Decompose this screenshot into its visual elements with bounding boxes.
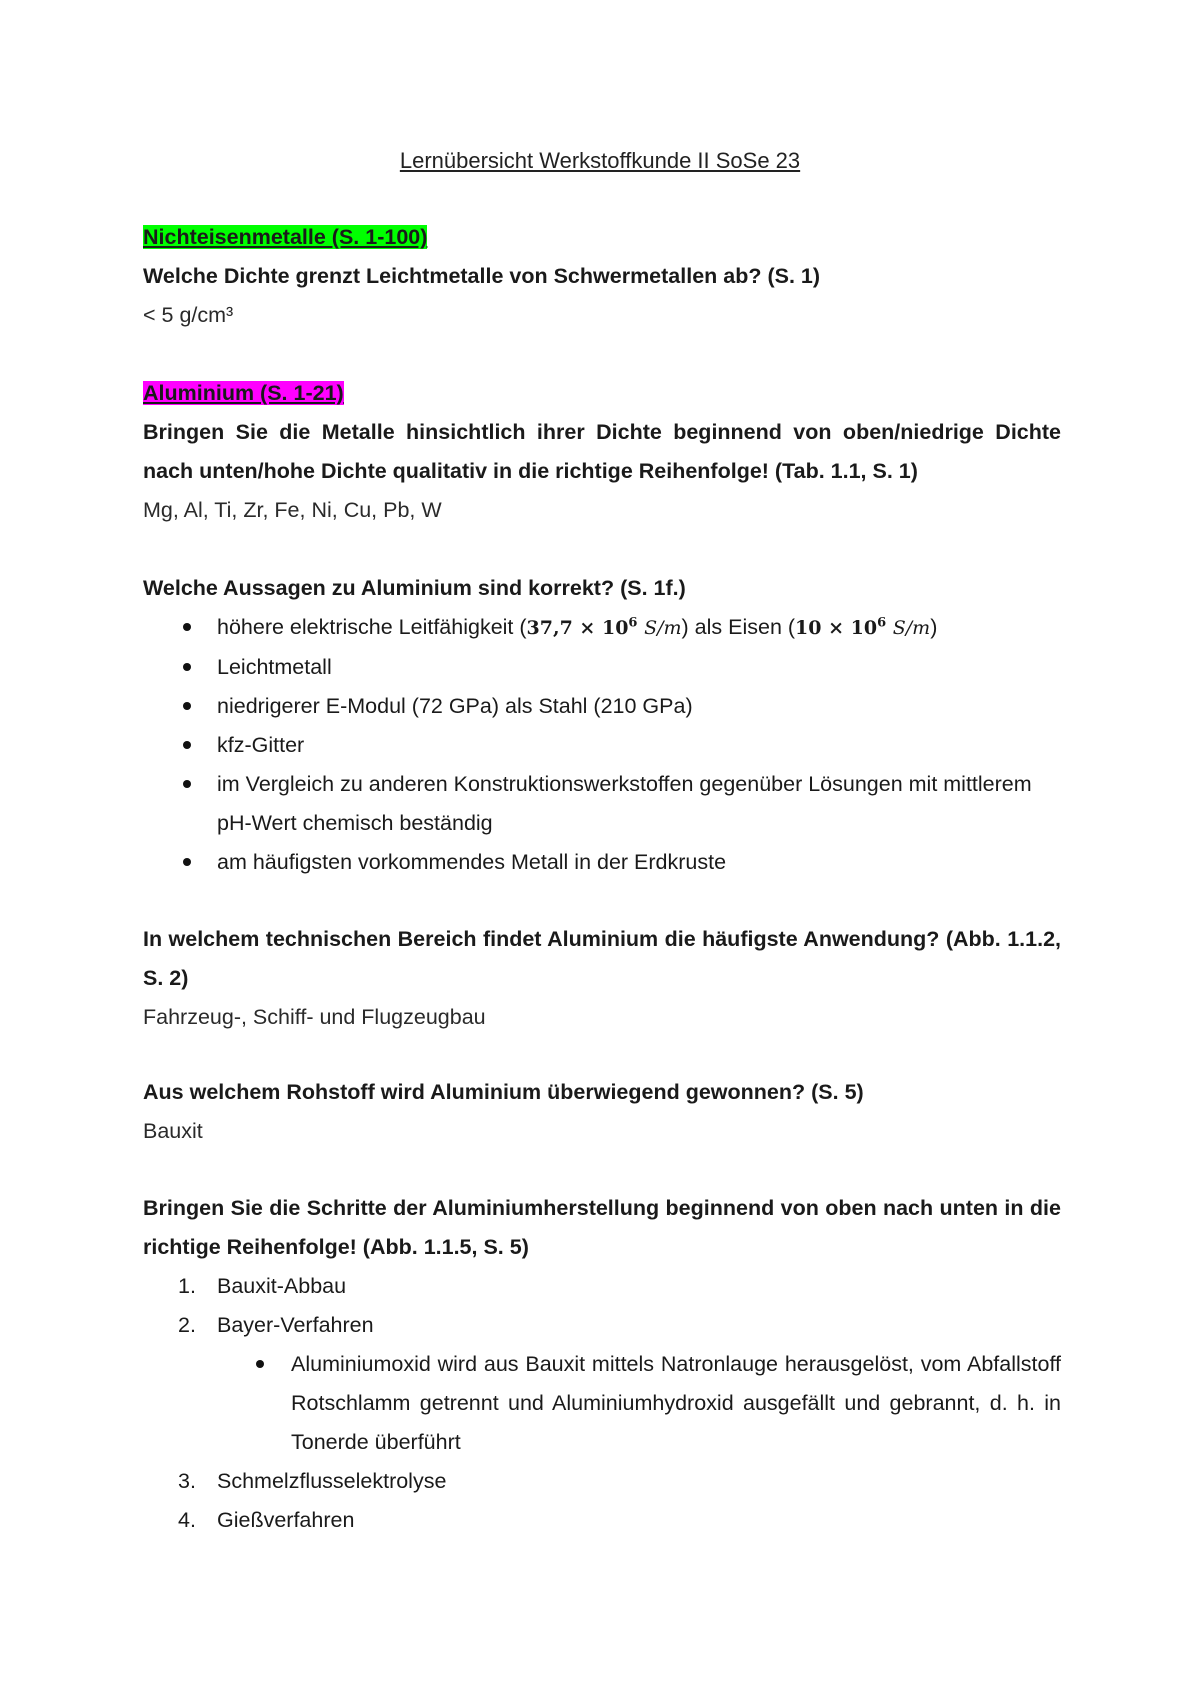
math-conductivity-aluminium: $37,7 \times 10^6$ S/m — [526, 615, 682, 639]
question-block-production-steps — [143, 1189, 1061, 1540]
question-block-application — [143, 920, 1061, 1037]
bullet-icon — [256, 1360, 264, 1368]
answer-application: Fahrzeug-, Schiff- und Flugzeugbau — [143, 1005, 486, 1029]
answer-density-limit: < 5 g/cm³ — [143, 303, 234, 327]
answer-density-order: Mg, Al, Ti, Zr, Fe, Ni, Cu, Pb, W — [143, 498, 442, 522]
question-production-steps: Bringen Sie die Schritte der Aluminiumherstellung beginnend von oben nach unten in die richtige Reihenfolge! (Abb. 1.1.5, S. 5) — [143, 1196, 1061, 1259]
question-raw-material: Aus welchem Rohstoff wird Aluminium überwiegend gewonnen? (S. 5) — [143, 1080, 864, 1104]
bullet-icon — [183, 623, 191, 631]
question-block-aluminium-statements — [143, 569, 1061, 882]
bullet-icon — [183, 663, 191, 671]
question-application: In welchem technischen Bereich findet Aluminium die häufigste Anwendung? (Abb. 1.1.2, S. 2) — [143, 927, 1061, 990]
bayer-process-details — [143, 1345, 1061, 1462]
list-item: 1. Bauxit-Abbau — [178, 1274, 347, 1298]
list-item: 4. Gießverfahren — [178, 1508, 355, 1532]
question-density-order: Bringen Sie die Metalle hinsichtlich ihrer Dichte beginnend von oben/niedrige Dichte nach unten/hohe Dichte qualitativ in die richtige Reihenfolge! (Tab. 1.1, S. 1) — [143, 420, 1061, 483]
list-item: am häufigsten vorkommendes Metall in der Erdkruste — [143, 843, 1061, 882]
answer-raw-material: Bauxit — [143, 1119, 203, 1143]
section-nichteisenmetalle — [143, 218, 1061, 335]
list-item: kfz-Gitter — [143, 726, 1061, 765]
list-item: Leichtmetall — [143, 648, 1061, 687]
question-aluminium-statements: Welche Aussagen zu Aluminium sind korrekt? (S. 1f.) — [143, 576, 686, 600]
question-density-limit: Welche Dichte grenzt Leichtmetalle von Schwermetallen ab? (S. 1) — [143, 264, 821, 288]
list-item: Aluminiumoxid wird aus Bauxit mittels Natronlauge herausgelöst, vom Abfallstoff Rotschlamm getrennt und Aluminiumhydroxid ausgefällt und gebrannt, d. h. in Tonerde überführt — [143, 1345, 1061, 1462]
section-heading-aluminium: Aluminium (S. 1-21) — [143, 381, 344, 405]
section-heading-nichteisenmetalle: Nichteisenmetalle (S. 1-100) — [143, 225, 428, 249]
list-item: 3. Schmelzflusselektrolyse — [178, 1469, 447, 1493]
list-item: 2. Bayer-Verfahren — [178, 1313, 374, 1337]
production-steps-list — [143, 1267, 1061, 1345]
production-steps-list-continued — [143, 1462, 1061, 1540]
bullet-icon — [183, 741, 191, 749]
bullet-icon — [183, 780, 191, 788]
bullet-icon — [183, 858, 191, 866]
bullet-icon — [183, 702, 191, 710]
document-title: Lernübersicht Werkstoffkunde II SoSe 23 — [399, 148, 801, 173]
list-item: im Vergleich zu anderen Konstruktionswerkstoffen gegenüber Lösungen mit mittlerem pH-Wert chemisch beständig — [143, 765, 1061, 843]
question-block-raw-material — [143, 1073, 1061, 1151]
section-aluminium — [143, 374, 1061, 530]
list-item: höhere elektrische Leitfähigkeit ($37,7 \times 10^6$ S/m) als Eisen ($10 \times 10^6$ S/m) — [143, 608, 1061, 648]
list-item: niedrigerer E-Modul (72 GPa) als Stahl (210 GPa) — [143, 687, 1061, 726]
statement-list — [143, 608, 1061, 882]
math-conductivity-iron: $10 \times 10^6$ S/m — [795, 615, 931, 639]
